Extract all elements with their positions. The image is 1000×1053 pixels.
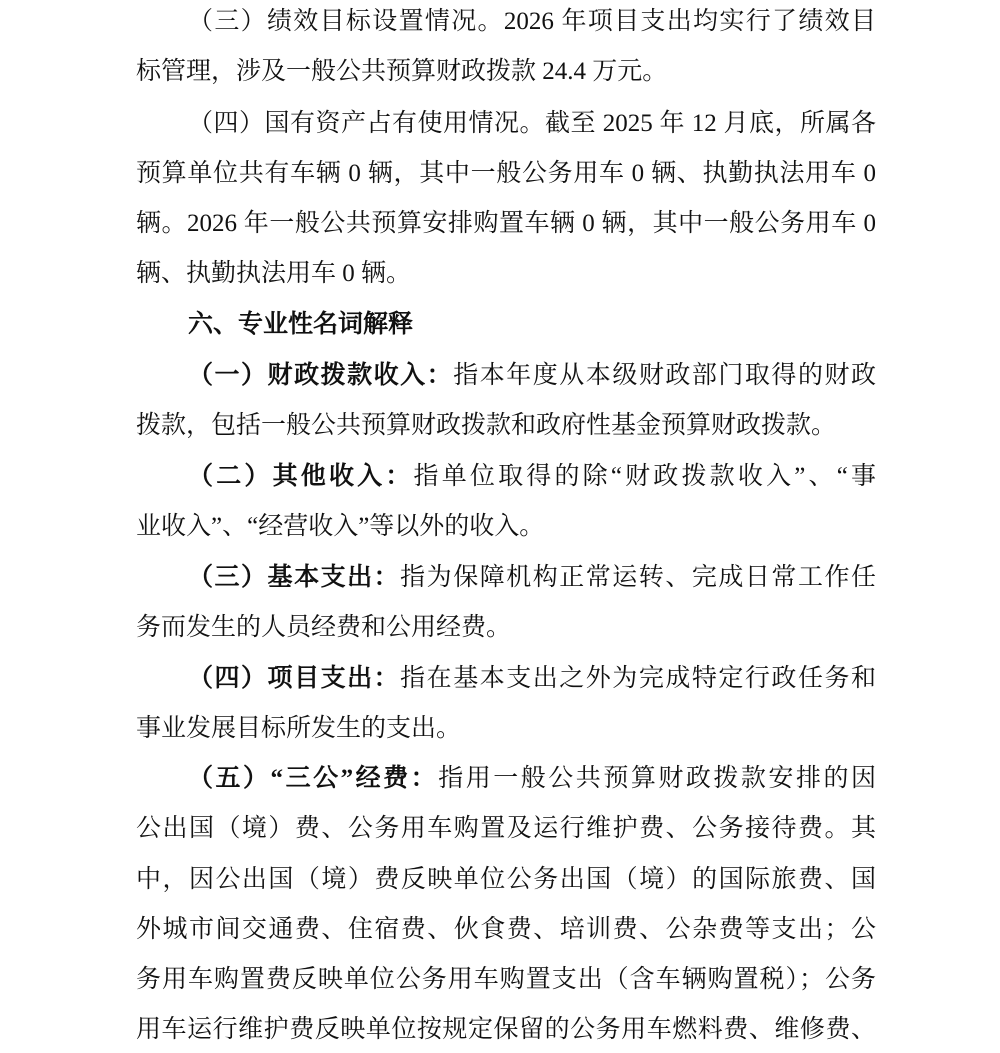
line-text: 标管理，涉及一般公共预算财政拨款 24.4 万元。 [136, 58, 668, 85]
text-line [188, 460, 876, 494]
term-heading: （一）财政拨款收入： [188, 362, 454, 389]
line-text: 辆。2026 年一般公共预算安排购置车辆 0 辆，其中一般公务用车 0 [136, 210, 876, 237]
line-text: 外城市间交通费、住宿费、伙食费、培训费、公杂费等支出；公 [136, 916, 876, 943]
text-line [136, 207, 876, 241]
line-text: 务用车购置费反映单位公务用车购置支出（含车辆购置税）；公务 [136, 966, 876, 993]
text-line [136, 863, 876, 897]
text-line [188, 359, 876, 393]
line-text: （三）绩效目标设置情况。2026 年项目支出均实行了绩效目 [188, 8, 876, 35]
line-text: 指用一般公共预算财政拨款安排的因 [438, 765, 876, 792]
line-text: 指为保障机构正常运转、完成日常工作任 [400, 564, 876, 591]
text-line [136, 55, 876, 89]
line-text: 务而发生的人员经费和公用经费。 [136, 614, 512, 641]
term-heading: （三）基本支出： [188, 564, 401, 591]
line-text: 业收入”、“经营收入”等以外的收入。 [136, 513, 545, 540]
text-line [136, 963, 876, 997]
text-line [136, 1013, 876, 1047]
line-text: 预算单位共有车辆 0 辆，其中一般公务用车 0 辆、执勤执法用车 0 [136, 160, 876, 187]
text-line [136, 712, 876, 746]
text-line [136, 157, 876, 191]
line-text: 事业发展目标所发生的支出。 [136, 715, 462, 742]
text-line [188, 762, 876, 796]
line-text: 指单位取得的除“财政拨款收入”、“事 [413, 463, 876, 490]
text-line [188, 308, 876, 342]
term-heading: （五）“三公”经费： [188, 765, 439, 792]
text-line [188, 561, 876, 595]
text-line [188, 107, 876, 141]
line-text: 指本年度从本级财政部门取得的财政 [453, 362, 876, 389]
term-heading: （二）其他收入： [188, 463, 414, 490]
term-heading: （四）项目支出： [188, 665, 401, 692]
line-text: 公出国（境）费、公务用车购置及运行维护费、公务接待费。其 [136, 815, 876, 842]
text-line [136, 611, 876, 645]
text-line [136, 812, 876, 846]
text-line [136, 409, 876, 443]
line-text: （四）国有资产占有使用情况。截至 2025 年 12 月底，所属各 [188, 110, 876, 137]
term-heading: 六、专业性名词解释 [188, 311, 414, 338]
line-text: 用车运行维护费反映单位按规定保留的公务用车燃料费、维修费、 [136, 1016, 876, 1043]
text-line [136, 510, 876, 544]
text-line [136, 913, 876, 947]
text-line [136, 257, 876, 291]
line-text: 中，因公出国（境）费反映单位公务出国（境）的国际旅费、国 [136, 866, 876, 893]
line-text: 拨款，包括一般公共预算财政拨款和政府性基金预算财政拨款。 [136, 412, 837, 439]
line-text: 指在基本支出之外为完成特定行政任务和 [400, 665, 876, 692]
text-line [188, 5, 876, 39]
text-line [188, 662, 876, 696]
line-text: 辆、执勤执法用车 0 辆。 [136, 260, 412, 287]
